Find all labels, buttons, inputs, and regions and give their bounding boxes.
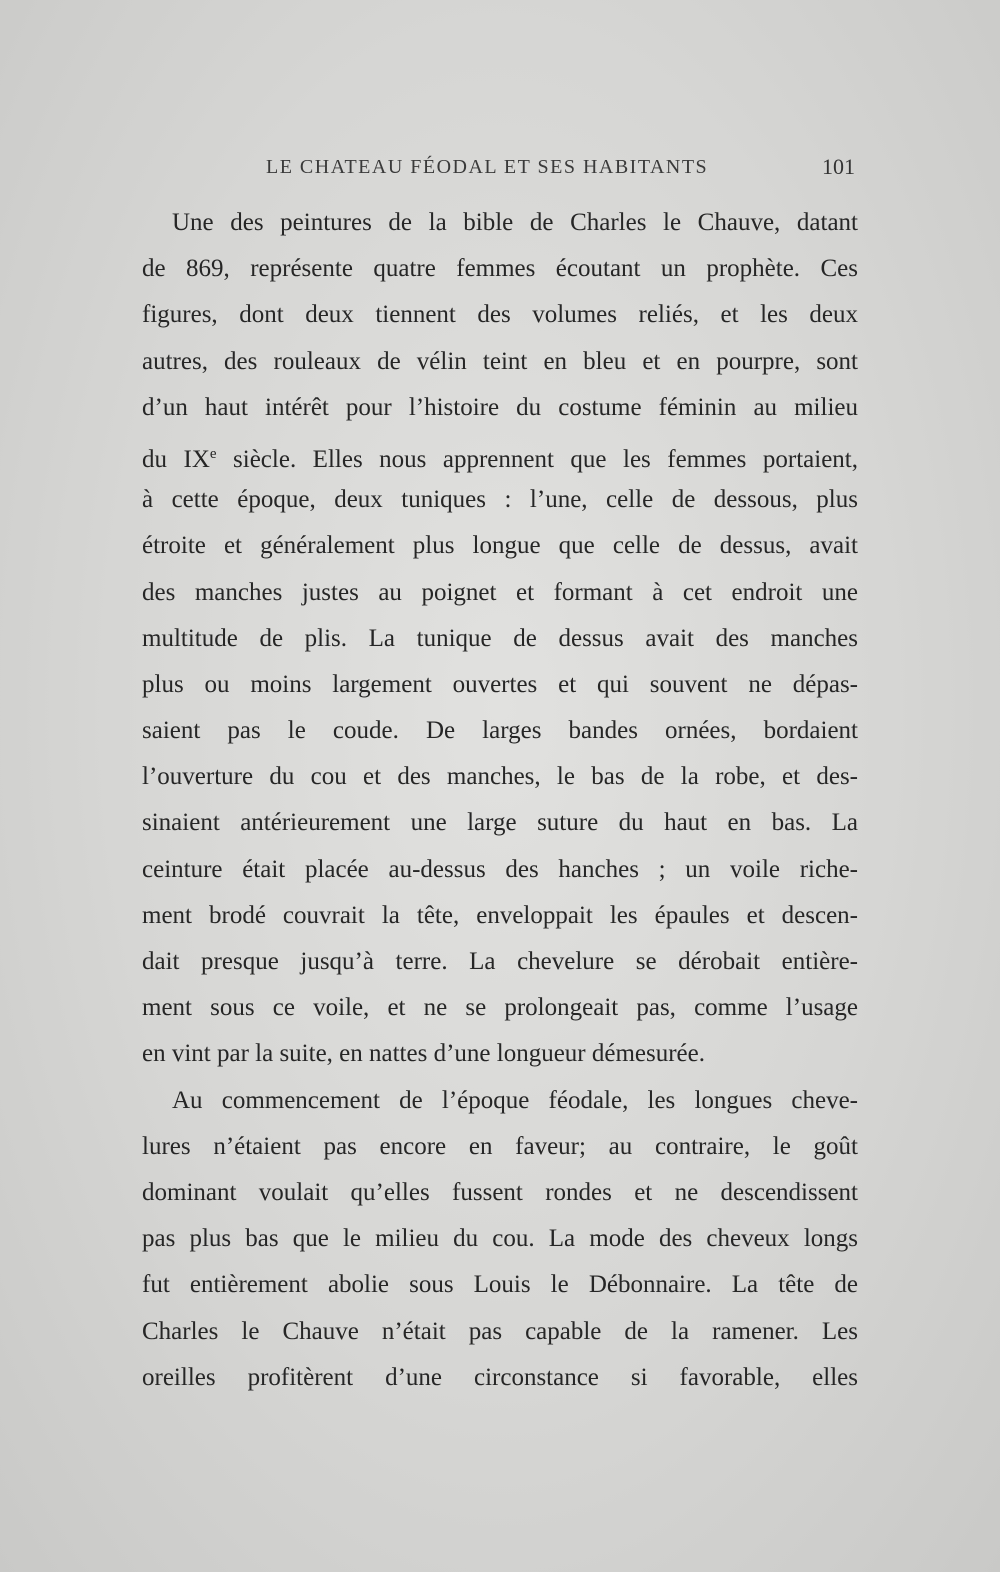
- text-line: étroite et généralement plus longue que celle de dessus, avait: [142, 532, 858, 560]
- text-line: dait presque jusqu’à terre. La chevelure se dérobait entière-: [142, 948, 858, 975]
- text-segment: siècle. Elles nous apprennent que les femmes portaient,: [216, 445, 858, 473]
- text-line: de 869, représente quatre femmes écoutant un prophète. Ces: [142, 255, 858, 283]
- text-line: l’ouverture du cou et des manches, le bas de la robe, et des-: [142, 763, 858, 791]
- running-title: LE CHATEAU FÉODAL ET SES HABITANTS: [266, 156, 709, 178]
- century-numeral: du IX: [142, 445, 210, 473]
- text-line: des manches justes au poignet et formant à cet endroit une: [142, 578, 858, 606]
- text-line: oreilles profitèrent d’une circonstance si favorable, elles: [142, 1363, 858, 1391]
- text-line: ceinture était placée au-dessus des hanches ; un voile riche-: [142, 855, 858, 883]
- text-line: Au commencement de l’époque féodale, les longues cheve-: [172, 1086, 858, 1114]
- text-line: en vint par la suite, en nattes d’une longueur démesurée.: [142, 1040, 706, 1068]
- text-line: lures n’étaient pas encore en faveur; au contraire, le goût: [142, 1132, 858, 1160]
- body-text: [142, 200, 858, 1401]
- text-line: plus ou moins largement ouvertes et qui souvent ne dépas-: [142, 670, 858, 698]
- text-line: autres, des rouleaux de vélin teint en bleu et en pourpre, sont: [142, 347, 858, 375]
- text-line: saient pas le coude. De larges bandes ornées, bordaient: [142, 717, 858, 745]
- paragraph-1: [142, 200, 858, 1078]
- page-header: [140, 152, 855, 192]
- text-line: Charles le Chauve n’était pas capable de la ramener. Les: [142, 1317, 858, 1345]
- text-line: Une des peintures de la bible de Charles le Chauve, datant: [172, 209, 858, 236]
- text-line: sinaient antérieurement une large suture du haut en bas. La: [142, 809, 858, 837]
- text-line: figures, dont deux tiennent des volumes reliés, et les deux: [142, 301, 858, 329]
- text-line: pas plus bas que le milieu du cou. La mode des cheveux longs: [142, 1225, 858, 1253]
- text-line: fut entièrement abolie sous Louis le Débonnaire. La tête de: [142, 1271, 858, 1299]
- text-line: d’un haut intérêt pour l’histoire du costume féminin au milieu: [142, 393, 858, 421]
- text-line: multitude de plis. La tunique de dessus avait des manches: [142, 624, 858, 652]
- text-line: dominant voulait qu’elles fussent rondes et ne descendissent: [142, 1178, 858, 1206]
- text-line: ment brodé couvrait la tête, enveloppait les épaules et descen-: [142, 901, 858, 929]
- text-line: ment sous ce voile, et ne se prolongeait pas, comme l’usage: [142, 994, 858, 1022]
- text-line: [142, 431, 858, 477]
- paragraph-2: [142, 1078, 858, 1401]
- superscript: e: [209, 445, 217, 462]
- text-line: à cette époque, deux tuniques : l’une, celle de dessous, plus: [142, 486, 858, 514]
- page-number: 101: [822, 154, 855, 179]
